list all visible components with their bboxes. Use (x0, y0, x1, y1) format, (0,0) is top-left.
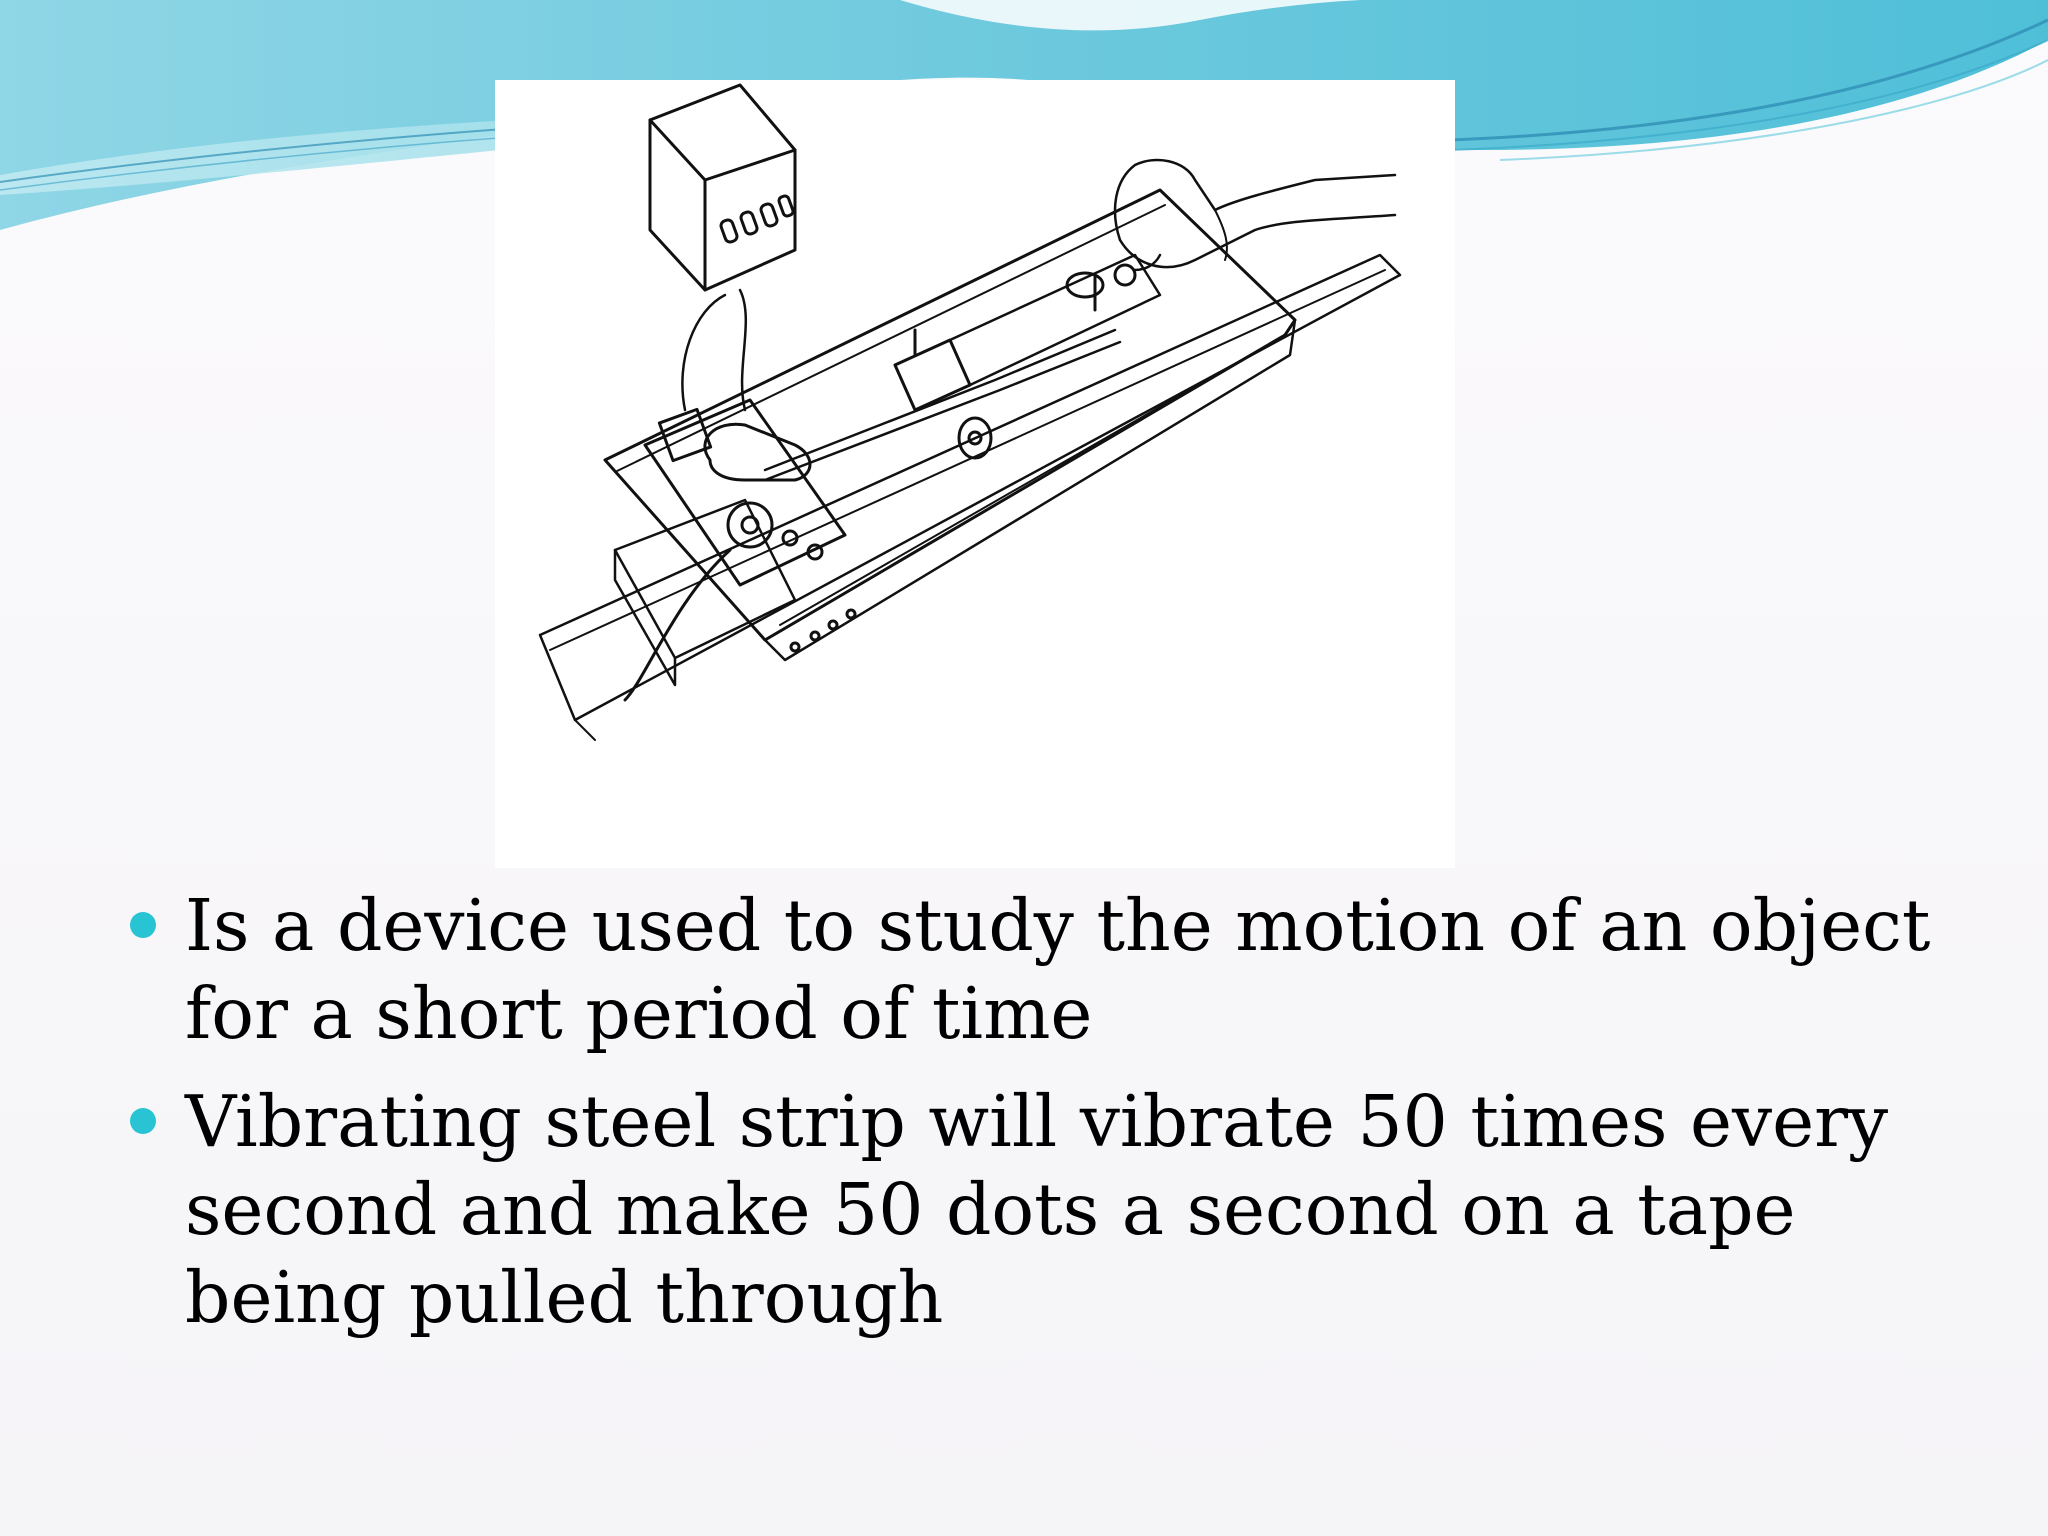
hand-outline-bottom (1120, 215, 1395, 267)
track-front-wall (765, 320, 1295, 660)
trolley-body (895, 340, 970, 410)
timer-coil (705, 424, 810, 480)
ticker-timer-illustration (495, 80, 1455, 868)
support-block-side (615, 550, 675, 685)
power-supply-top-edge (650, 120, 795, 180)
bullet-text: Vibrating steel strip will vibrate 50 times every second and make 50 dots a second on a tape being pulled through (185, 1080, 1889, 1339)
hand-outline-top (1115, 160, 1395, 240)
bullet-dot-icon (130, 912, 156, 938)
trolley-rail (950, 255, 1160, 385)
track-hole-4 (847, 610, 855, 618)
track-inner-line (780, 335, 1285, 625)
wire-1 (682, 295, 725, 410)
power-knob-3 (760, 203, 779, 228)
power-knob-1 (720, 219, 739, 244)
track-hole-3 (829, 621, 837, 629)
bullet-item (130, 882, 1950, 1058)
bullet-item (130, 1078, 1950, 1342)
bullet-text: Is a device used to study the motion of an object for a short period of time (185, 884, 1931, 1055)
base-board-outline (540, 255, 1400, 720)
power-knob-2 (740, 211, 759, 236)
bullet-dot-icon (130, 1108, 156, 1134)
base-board-edge (575, 720, 595, 740)
power-supply-box (650, 85, 795, 290)
power-knob-4 (778, 195, 794, 217)
hand-fingertip (1115, 265, 1135, 285)
track-hole-2 (811, 632, 819, 640)
timer-plate (645, 400, 845, 585)
ticker-timer-figure (495, 80, 1455, 868)
timer-disc-center (742, 517, 758, 533)
bullet-list (130, 882, 1950, 1362)
track-hole-1 (791, 643, 799, 651)
